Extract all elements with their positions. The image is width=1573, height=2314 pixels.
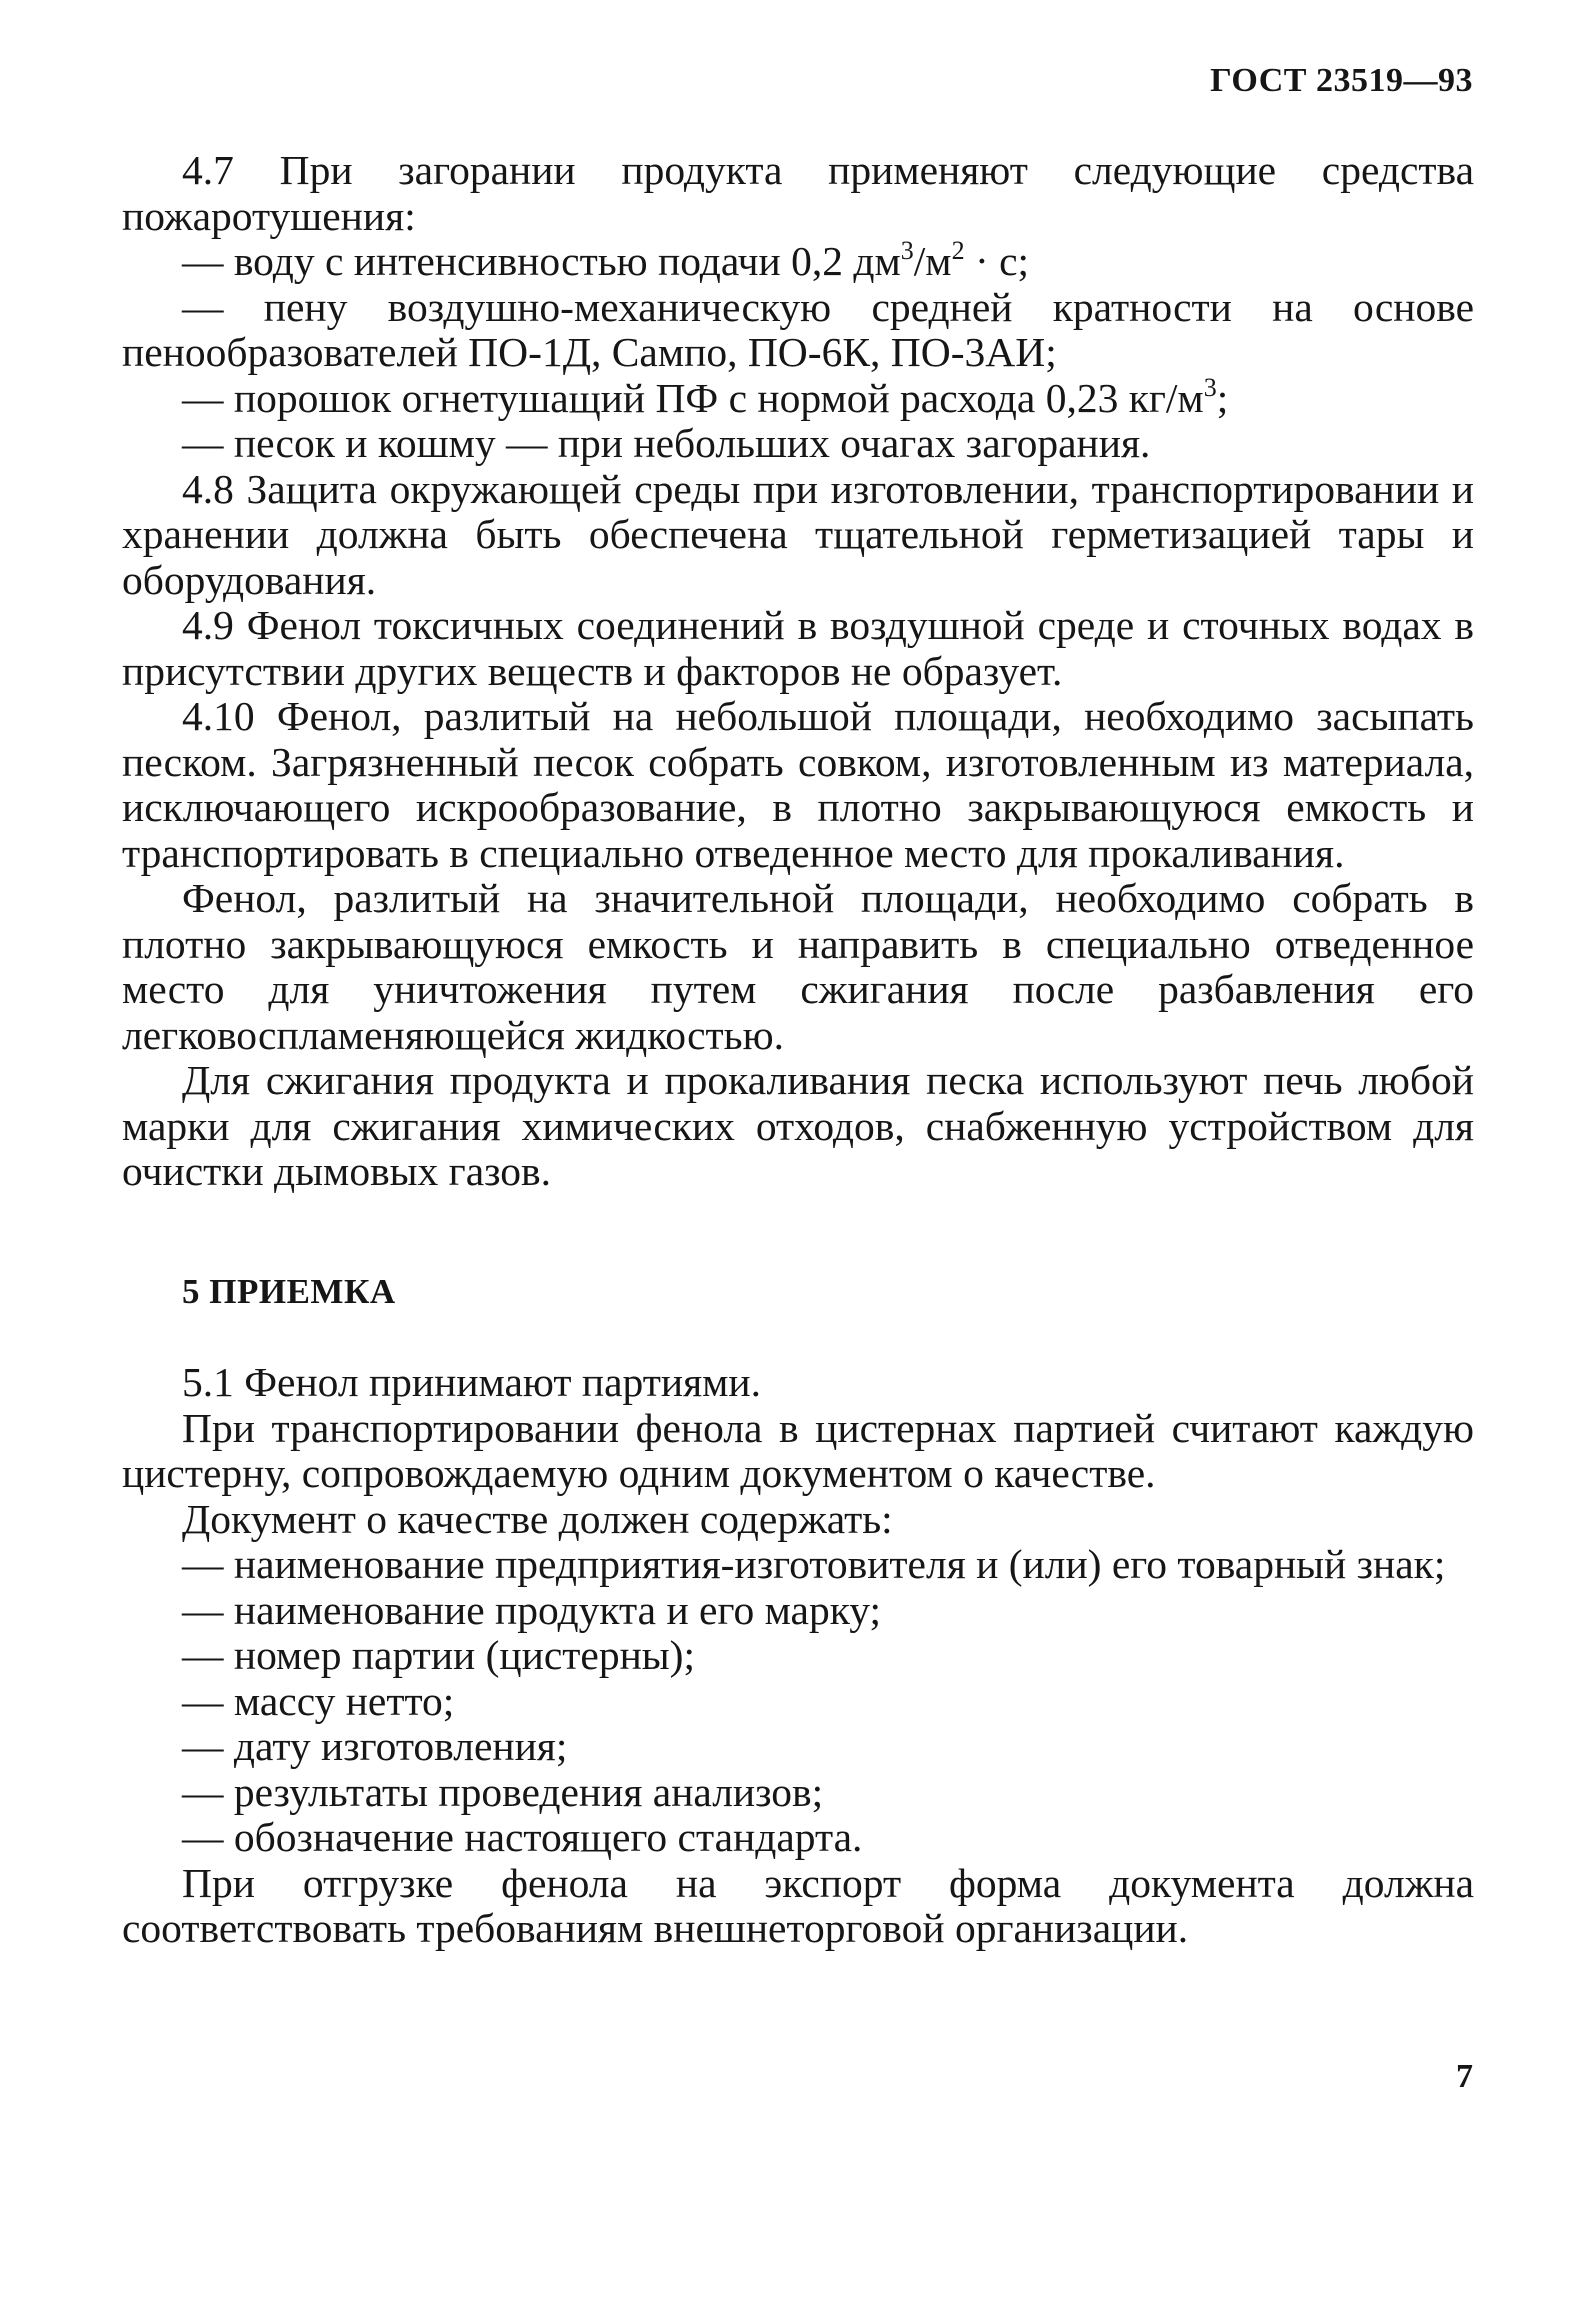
water-superscript-1: 3 [900, 236, 914, 265]
paragraph-batch-definition: При транспортировании фенола в цистернах партией считают каждую цистерну, сопровождаемую одним документом о качестве. [122, 1404, 1474, 1496]
paragraph-incineration: Для сжигания продукта и прокаливания песка используют печь любой марки для сжигания химических отходов, снабженную устройством для очистки дымовых газов. [122, 1057, 1474, 1194]
paragraph-4-10: 4.10 Фенол, разлитый на небольшой площади, необходимо засыпать песком. Загрязненный песок собрать совком, изготовленным из материала, исключающего искрообразование, в плотно закрывающуюся емкость и транспортировать в специально отведенное место для прокаливания. [122, 693, 1474, 876]
page-content [122, 148, 1474, 1952]
paragraph-4-9: 4.9 Фенол токсичных соединений в воздушной среде и сточных водах в присутствии других веществ и факторов не образует. [122, 602, 1474, 694]
list-item: — дату изготовления; [182, 1723, 568, 1769]
powder-text-start: — порошок огнетушащий ПФ с нормой расхода 0,23 кг/м [182, 374, 1204, 421]
paragraph-export: При отгрузке фенола на экспорт форма документа должна соответствовать требованиям внешнеторговой организации. [122, 1859, 1474, 1951]
section-5-heading: 5 ПРИЕМКА [182, 1271, 396, 1311]
water-superscript-2: 2 [951, 236, 965, 265]
page-number: 7 [1456, 2058, 1473, 2095]
paragraph-quality-document: Документ о качестве должен содержать: [182, 1495, 893, 1542]
paragraph-spill-large-area: Фенол, разлитый на значительной площади, необходимо собрать в плотно закрывающуюся емкость и направить в специально отведенное место для уничтожения путем сжигания после разбавления его легковоспламеняющейся жидкостью. [122, 875, 1474, 1058]
list-item: — массу нетто; [182, 1677, 455, 1724]
paragraph-5-1: 5.1 Фенол принимают партиями. [182, 1359, 762, 1405]
list-item-foam: — пену воздушно-механическую средней кратности на основе пенообразователей ПО-1Д, Сампо, ПО-6К, ПО-3АИ; [122, 283, 1474, 375]
standard-code-header: ГОСТ 23519—93 [1210, 62, 1473, 99]
list-item-powder [122, 372, 1474, 422]
powder-superscript: 3 [1203, 372, 1217, 402]
list-item: — номер партии (цистерны); [182, 1632, 696, 1678]
paragraph-4-7: 4.7 При загорании продукта применяют следующие средства пожаротушения: [122, 147, 1474, 239]
water-text-mid: /м [913, 238, 952, 284]
list-item: — наименование продукта и его марку; [182, 1586, 882, 1633]
powder-text-end: ; [1216, 374, 1229, 421]
water-text-start: — воду с интенсивностью подачи 0,2 дм [182, 238, 901, 284]
list-item-water [122, 236, 1474, 285]
list-item: — результаты проведения анализов; [182, 1768, 824, 1815]
list-item-sand: — песок и кошму — при небольших очагах загорания. [182, 420, 1151, 466]
paragraph-4-8: 4.8 Защита окружающей среды при изготовлении, транспортировании и хранении должна быть обеспечена тщательной герметизацией тары и оборудования. [122, 465, 1474, 603]
list-item: — наименование предприятия-изготовителя и (или) его товарный знак; [182, 1541, 1446, 1587]
water-text-end: · с; [964, 238, 1030, 284]
list-item: — обозначение настоящего стандарта. [182, 1814, 863, 1860]
